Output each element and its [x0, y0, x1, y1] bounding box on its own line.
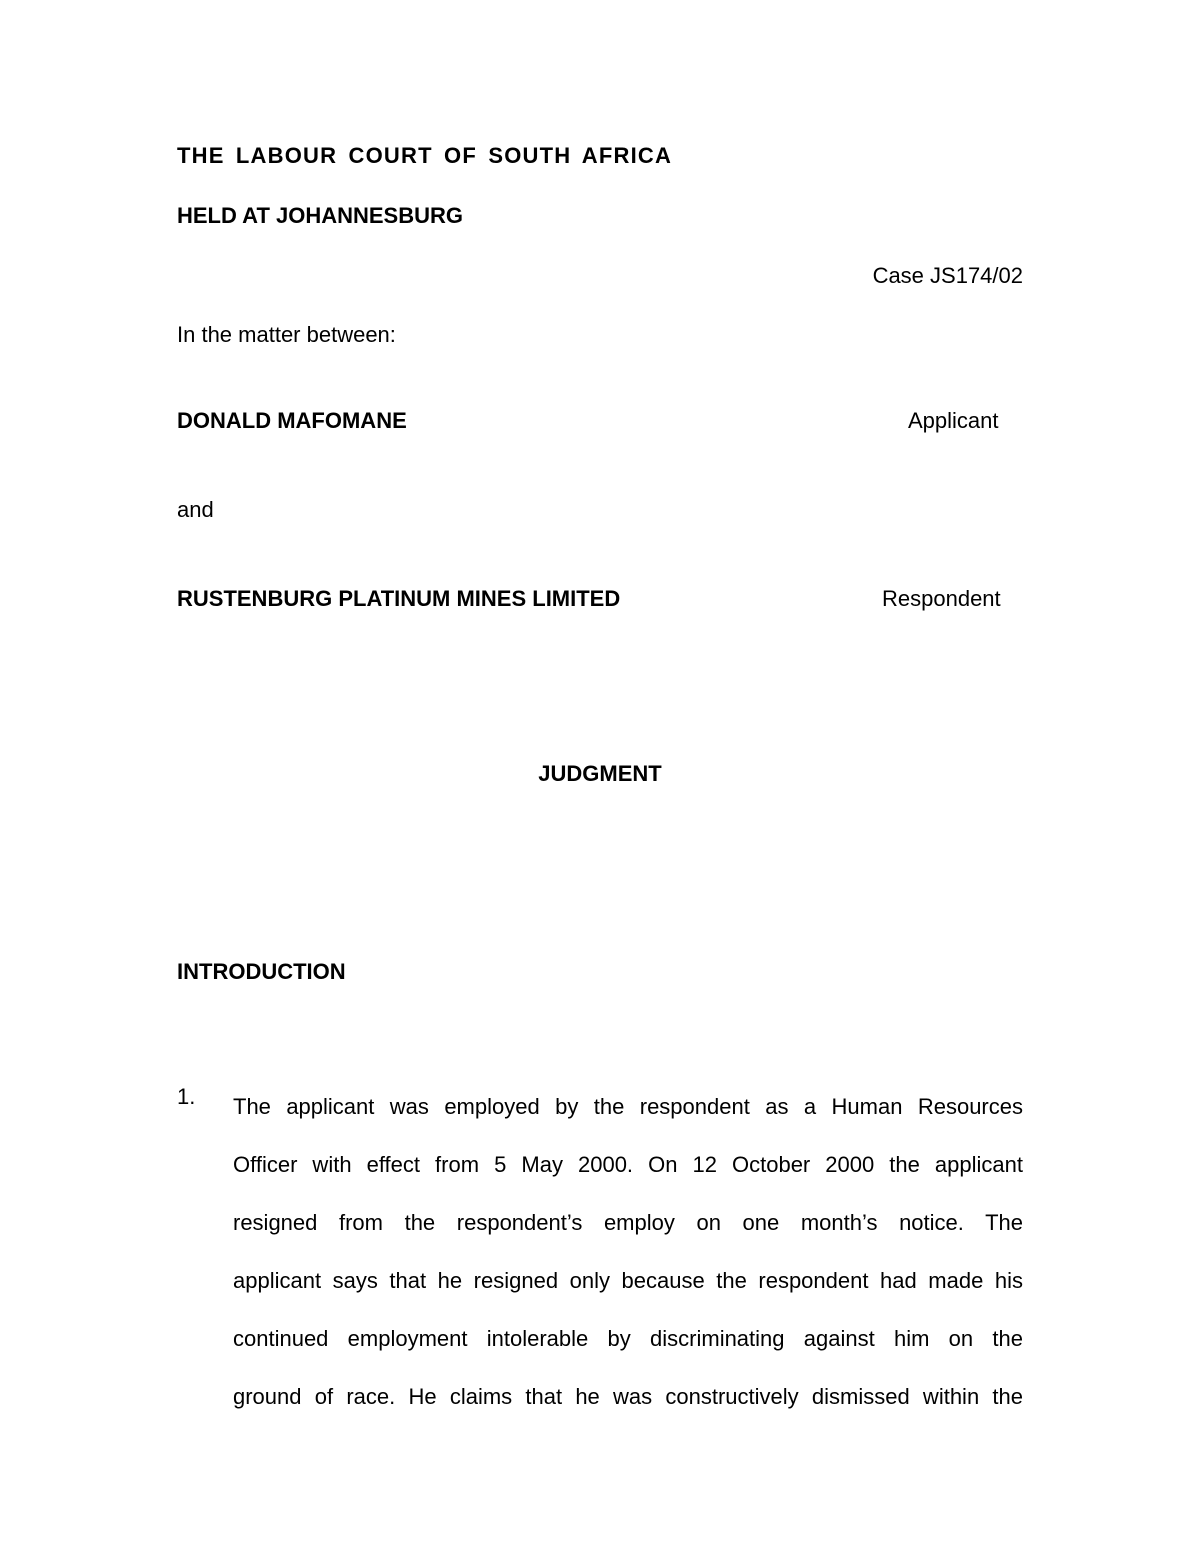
- paragraph-line: continued employment intolerable by discriminating against him on the: [233, 1326, 1023, 1351]
- respondent-role: Respondent: [882, 586, 1001, 611]
- paragraph-line: ground of race. He claims that he was constructively dismissed within the: [233, 1384, 1023, 1409]
- paragraph-line: applicant says that he resigned only because the respondent had made his: [233, 1268, 1023, 1293]
- section-heading: INTRODUCTION: [177, 959, 346, 984]
- paragraph-line: resigned from the respondent’s employ on one month’s notice. The: [233, 1210, 1023, 1235]
- court-title: THE LABOUR COURT OF SOUTH AFRICA: [177, 143, 673, 168]
- court-location: HELD AT JOHANNESBURG: [177, 203, 464, 228]
- respondent-name: RUSTENBURG PLATINUM MINES LIMITED: [177, 586, 621, 611]
- paragraph-line: Officer with effect from 5 May 2000. On 12 October 2000 the applicant: [233, 1152, 1023, 1177]
- case-number: Case JS174/02: [872, 263, 1023, 288]
- paragraph-body: [233, 1078, 1023, 1426]
- applicant-role: Applicant: [908, 408, 999, 433]
- applicant-name: DONALD MAFOMANE: [177, 408, 407, 433]
- conjunction-and: and: [177, 497, 214, 522]
- matter-intro: In the matter between:: [177, 322, 396, 347]
- judgment-heading: JUDGMENT: [538, 761, 662, 786]
- paragraph-number: 1.: [177, 1084, 196, 1109]
- paragraph-line: The applicant was employed by the respondent as a Human Resources: [233, 1094, 1023, 1119]
